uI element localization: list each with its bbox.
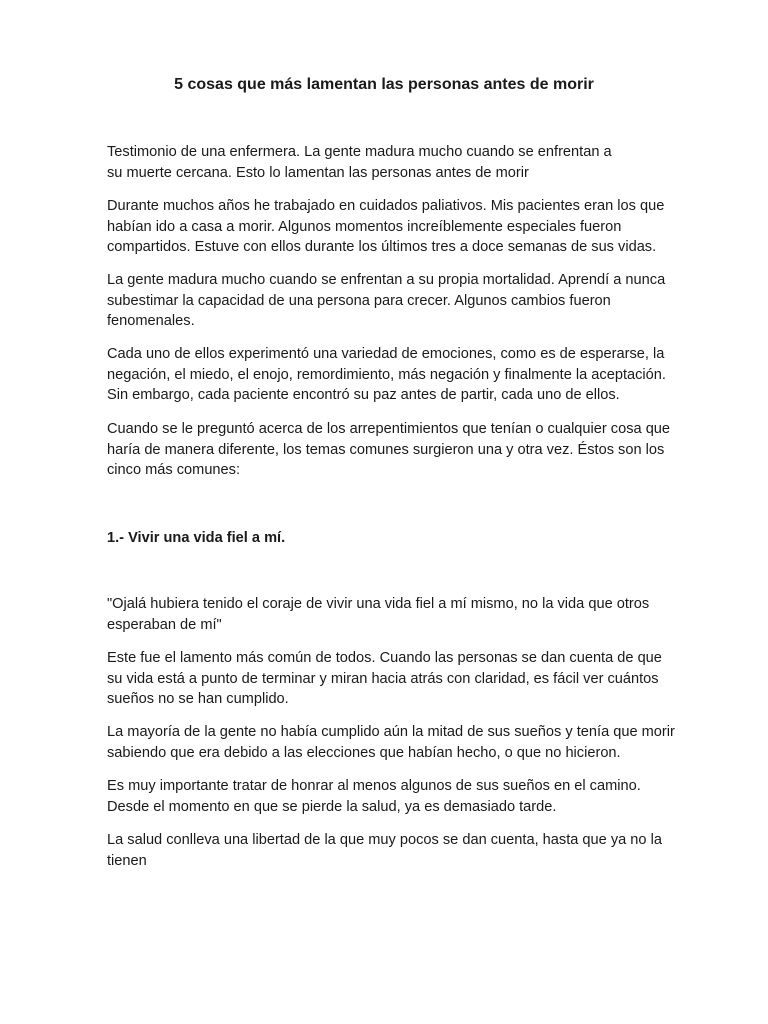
intro-paragraph: Testimonio de una enfermera. La gente madura mucho cuando se enfrentan a su muerte cercana. Esto lo lamentan las personas antes de morir <box>107 144 612 181</box>
section-heading: 1.- Vivir una vida fiel a mí. <box>107 530 286 546</box>
paragraph: Cada uno de ellos experimentó una variedad de emociones, como es de esperarse, la negación, el miedo, el enojo, remordimiento, más negación y finalmente la aceptación. Sin embargo, cada paciente encontró su paz antes de partir, cada uno de ellos. <box>107 346 666 404</box>
paragraph: Cuando se le preguntó acerca de los arrepentimientos que tenían o cualquier cosa que haría de manera diferente, los temas comunes surgieron una y otra vez. Éstos son los cinco más comunes: <box>107 421 671 479</box>
paragraph: La salud conlleva una libertad de la que muy pocos se dan cuenta, hasta que ya no la tienen <box>107 832 662 869</box>
paragraph: Durante muchos años he trabajado en cuidados paliativos. Mis pacientes eran los que habían ido a casa a morir. Algunos momentos increíblemente especiales fueron compartidos. Estuve con ellos durante los últimos tres a doce semanas de sus vidas. <box>107 198 665 256</box>
paragraph: La gente madura mucho cuando se enfrentan a su propia mortalidad. Aprendí a nunca subestimar la capacidad de una persona para crecer. Algunos cambios fueron fenomenales. <box>107 272 666 330</box>
paragraph: Este fue el lamento más común de todos. Cuando las personas se dan cuenta de que su vida está a punto de terminar y miran hacia atrás con claridad, es fácil ver cuántos sueños no se han cumplido. <box>107 650 662 708</box>
quote-paragraph: "Ojalá hubiera tenido el coraje de vivir una vida fiel a mí mismo, no la vida que otros esperaban de mí" <box>107 596 650 633</box>
document-title: 5 cosas que más lamentan las personas antes de morir <box>174 76 594 93</box>
paragraph: La mayoría de la gente no había cumplido aún la mitad de sus sueños y tenía que morir sabiendo que era debido a las elecciones que habían hecho, o que no hicieron. <box>107 724 675 761</box>
paragraph: Es muy importante tratar de honrar al menos algunos de sus sueños en el camino. Desde el momento en que se pierde la salud, ya es demasiado tarde. <box>107 778 641 815</box>
